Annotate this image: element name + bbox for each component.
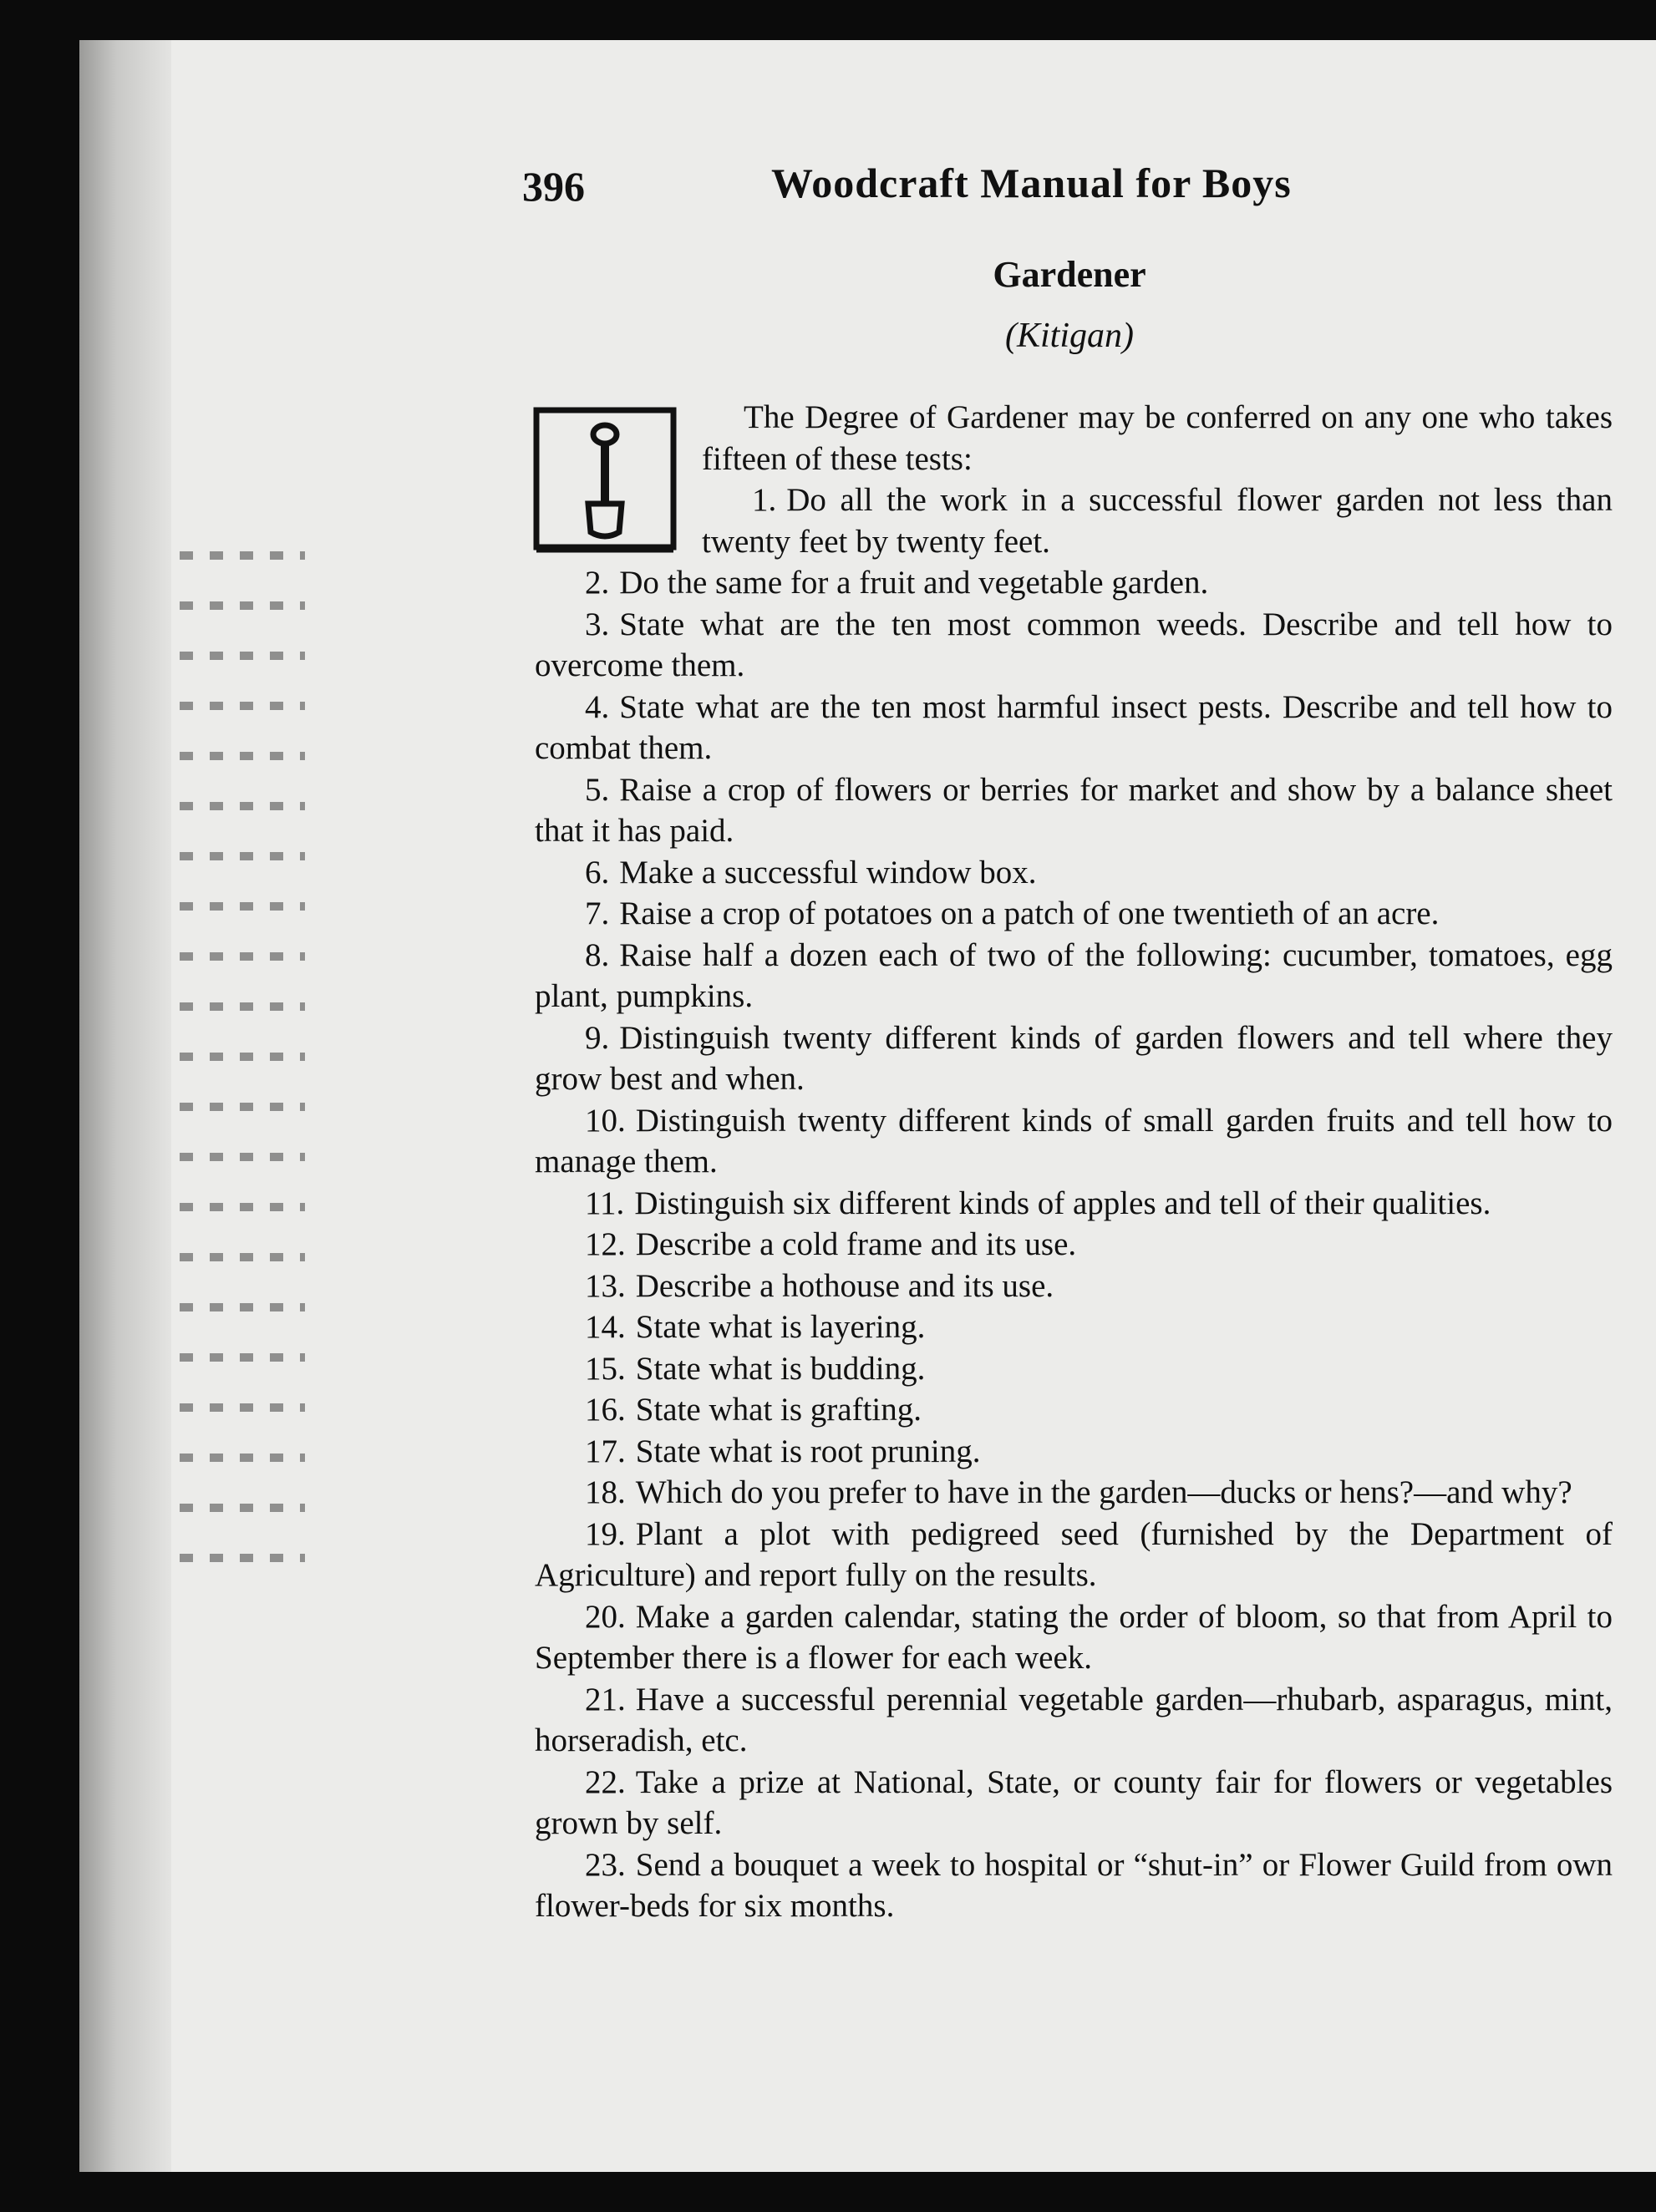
test-number: 15. [585, 1350, 626, 1387]
section-native-name: (Kitigan) [1005, 317, 1134, 355]
test-number: 14. [585, 1309, 626, 1345]
test-item [535, 1017, 1613, 1100]
test-text: Make a successful window box. [619, 854, 1037, 890]
test-number: 2. [585, 565, 610, 601]
test-number: 18. [585, 1474, 626, 1510]
test-number: 17. [585, 1433, 626, 1469]
test-item [535, 1514, 1613, 1596]
test-number: 12. [585, 1226, 626, 1262]
test-item [535, 1266, 1613, 1307]
test-text: Do the same for a fruit and vegetable garden. [619, 565, 1209, 601]
test-number: 1. [752, 482, 777, 518]
test-number: 19. [585, 1515, 626, 1552]
test-text: State what are the ten most harmful insect pests. Describe and tell how to combat them. [535, 688, 1613, 766]
test-text: Distinguish twenty different kinds of small garden fruits and tell how to manage them. [535, 1102, 1613, 1180]
test-text: Plant a plot with pedigreed seed (furnished by the Department of Agriculture) and report fully on the results. [535, 1515, 1613, 1593]
test-item [535, 1183, 1613, 1225]
test-number: 22. [585, 1763, 626, 1800]
test-item [535, 1224, 1613, 1266]
test-text: State what is grafting. [635, 1392, 922, 1428]
test-text: Send a bouquet a week to hospital or “shut-in” or Flower Guild from own flower-beds for six months. [535, 1846, 1613, 1924]
test-item [535, 1431, 1613, 1473]
test-item [535, 604, 1613, 687]
test-item [535, 1306, 1613, 1348]
book-spine-shadow [79, 40, 171, 2172]
test-text: Raise a crop of flowers or berries for market and show by a balance sheet that it has paid. [535, 771, 1613, 849]
test-item [535, 769, 1613, 852]
test-number: 10. [585, 1102, 626, 1139]
test-number: 20. [585, 1598, 626, 1635]
test-item [535, 935, 1613, 1017]
test-number: 6. [585, 854, 610, 890]
test-text: Describe a cold frame and its use. [635, 1226, 1077, 1262]
test-item [535, 1596, 1613, 1679]
test-text: Take a prize at National, State, or county fair for flowers or vegetables grown by self. [535, 1763, 1613, 1841]
test-text: Do all the work in a successful flower garden not less than twenty feet by twenty feet. [702, 482, 1613, 560]
test-item [535, 1100, 1613, 1183]
test-items [535, 479, 1613, 1927]
page-number: 396 [522, 163, 585, 210]
test-text: Which do you prefer to have in the garden—ducks or hens?—and why? [635, 1474, 1572, 1510]
test-item [535, 893, 1613, 935]
test-item [535, 479, 1613, 562]
bleed-through-text [180, 551, 305, 1596]
test-text: Raise a crop of potatoes on a patch of one twentieth of an acre. [619, 895, 1440, 931]
test-text: State what is budding. [635, 1350, 926, 1387]
test-number: 23. [585, 1846, 626, 1883]
test-text: State what is root pruning. [635, 1433, 981, 1469]
test-text: Make a garden calendar, stating the order of bloom, so that from April to September there is a flower for each week. [535, 1598, 1613, 1676]
test-number: 8. [585, 936, 610, 973]
test-number: 4. [585, 688, 610, 725]
test-text: Distinguish twenty different kinds of garden flowers and tell where they grow best and when. [535, 1019, 1613, 1097]
test-text: State what are the ten most common weeds. Describe and tell how to overcome them. [535, 606, 1613, 683]
test-number: 13. [585, 1267, 626, 1304]
test-item [535, 1844, 1613, 1927]
test-number: 9. [585, 1019, 610, 1056]
test-item [535, 1348, 1613, 1390]
test-item [535, 1472, 1613, 1514]
test-item [535, 852, 1613, 894]
test-number: 3. [585, 606, 610, 642]
section-title: Gardener [993, 254, 1146, 295]
intro-paragraph: The Degree of Gardener may be conferred on any one who takes fifteen of these tests: [702, 399, 1613, 477]
test-text: Describe a hothouse and its use. [635, 1267, 1054, 1304]
test-list [535, 397, 1613, 1927]
test-number: 21. [585, 1681, 626, 1717]
page-header [522, 159, 1391, 217]
test-number: 16. [585, 1392, 626, 1428]
test-item [535, 1389, 1613, 1431]
test-text: Distinguish six different kinds of apples and tell of their qualities. [634, 1185, 1491, 1221]
test-item [535, 687, 1613, 769]
test-text: Have a successful perennial vegetable garden—rhubarb, asparagus, mint, horseradish, etc. [535, 1681, 1613, 1758]
test-text: Raise half a dozen each of two of the following: cucumber, tomatoes, egg plant, pumpkins. [535, 936, 1613, 1014]
test-number: 11. [585, 1185, 625, 1221]
running-title: Woodcraft Manual for Boys [771, 160, 1292, 206]
test-number: 5. [585, 771, 610, 808]
test-item [535, 1679, 1613, 1762]
test-number: 7. [585, 895, 610, 931]
test-item [535, 562, 1613, 604]
test-text: State what is layering. [635, 1309, 926, 1345]
test-item [535, 1762, 1613, 1844]
